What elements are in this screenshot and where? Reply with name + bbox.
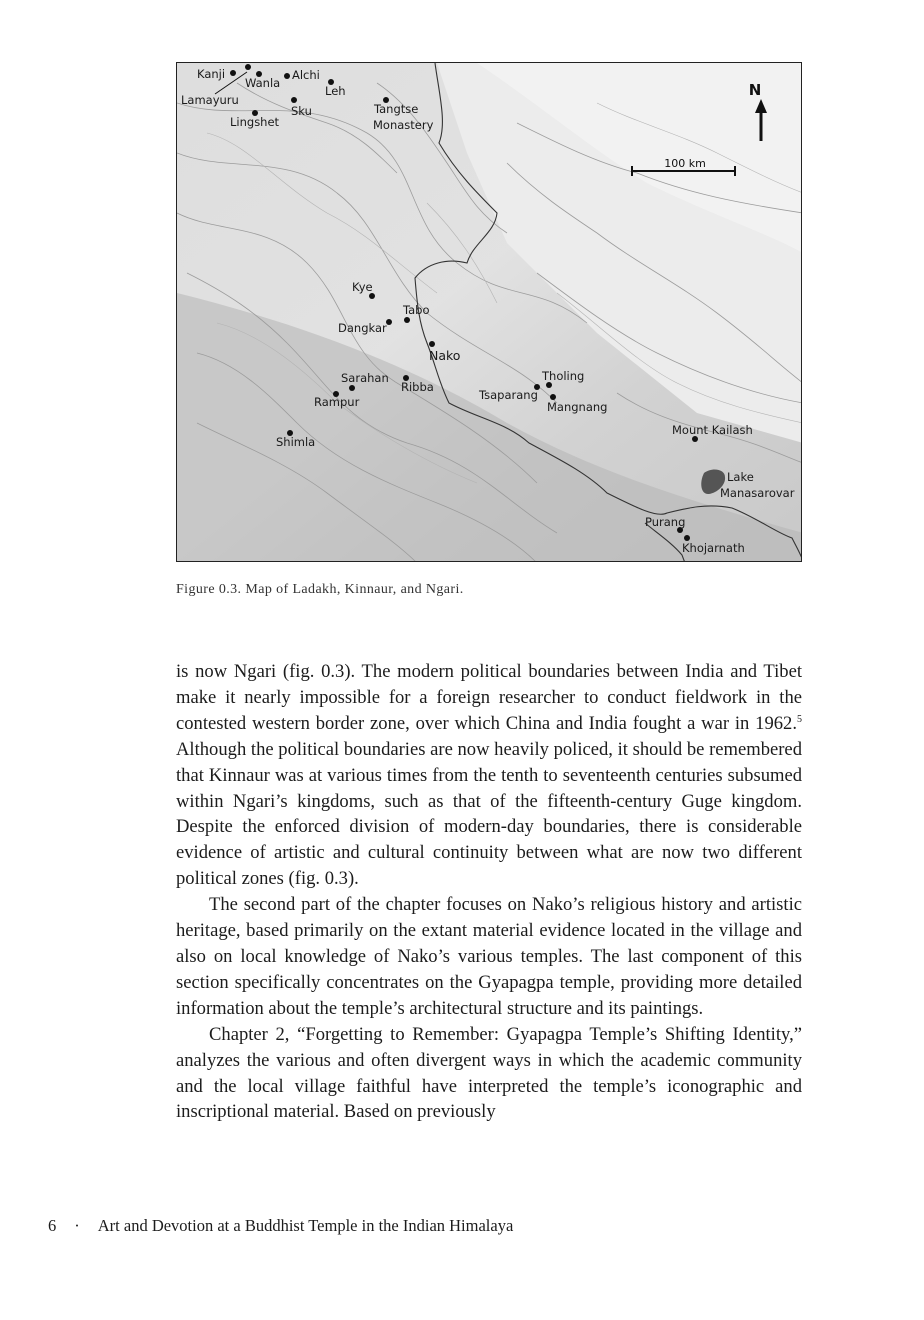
paragraph-3: Chapter 2, “Forgetting to Remember: Gyapagpa Temple’s Shifting Identity,” analyzes the various and often divergent ways in which the academic community and the local village faithful have interpreted the temple’s iconographic and inscriptional material. Based on previously [176,1023,802,1123]
label-sarahan: Sarahan [341,371,389,385]
figure-caption: Figure 0.3. Map of Ladakh, Kinnaur, and Ngari. [176,582,464,597]
paragraph-1 [176,659,802,892]
label-monastery: Monastery [373,118,434,132]
label-tangtse: Tangtse [374,102,419,116]
scale-label: 100 km [664,157,706,170]
label-tsaparang: Tsaparang [479,388,538,402]
page-footer [48,1216,513,1236]
marker-kanji-north [245,64,251,70]
page-number: 6 [48,1216,57,1235]
label-manasarovar: Manasarovar [720,486,795,500]
label-lake: Lake [727,470,754,484]
body-text [176,659,802,1125]
paragraph-1-continued: Although the political boundaries are now heavily policed, it should be remembered that Kinnaur was at various times from the tenth to seventeenth centuries subsumed within Ngari’s kingdoms, such as that of the fifteenth-century Guge kingdom. Despite the enforced division of modern-day boundaries, there is considerable evidence of artistic and cultural continuity between what are now two different political zones (fig. 0.3). [176,738,802,890]
label-dangkar: Dangkar [338,321,387,335]
map-figure [176,62,802,562]
label-lingshet: Lingshet [230,115,280,129]
running-title: Art and Devotion at a Buddhist Temple in the Indian Himalaya [97,1216,514,1235]
footer-separator: · [74,1216,80,1235]
footnote-ref[interactable]: 5 [797,713,802,725]
label-lamayuru: Lamayuru [181,93,239,107]
label-sku: Sku [291,104,312,118]
label-tabo: Tabo [403,303,430,317]
label-alchi: Alchi [292,68,320,82]
label-kanji: Kanji [197,67,226,81]
label-purang: Purang [645,515,686,529]
label-wanla: Wanla [245,76,281,90]
label-ribba: Ribba [401,380,434,394]
paragraph-1-text: is now Ngari (fig. 0.3). The modern political boundaries between India and Tibet make it nearly impossible for a foreign researcher to conduct fieldwork in the contested western border zone, over which China and India fought a war in 1962. [176,661,802,734]
marker-dangkar [386,319,392,325]
marker-tabo [404,317,410,323]
paragraph-2: The second part of the chapter focuses on Nako’s religious history and artistic heritage, based primarily on the extant material evidence located in the village and also on local knowledge of Nako’s various temples. The last component of this section specifically concentrates on the Gyapagpa temple, providing more detailed information about the temple’s architectural structure and its paintings. [176,894,802,1019]
label-khojarnath: Khojarnath [682,541,745,555]
label-tholing: Tholing [542,369,585,383]
map-svg [177,63,802,562]
marker-sku [291,97,297,103]
north-label: N [748,81,762,99]
label-leh: Leh [325,84,346,98]
label-mangnang: Mangnang [547,400,608,414]
marker-alchi [284,73,290,79]
marker-sarahan [349,385,355,391]
label-shimla: Shimla [276,435,316,449]
label-mount-kailash: Mount Kailash [672,423,753,437]
label-nako: Nako [429,348,461,363]
marker-nako [429,341,435,347]
label-rampur: Rampur [314,395,360,409]
marker-kanji [230,70,236,76]
label-kye: Kye [352,280,373,294]
